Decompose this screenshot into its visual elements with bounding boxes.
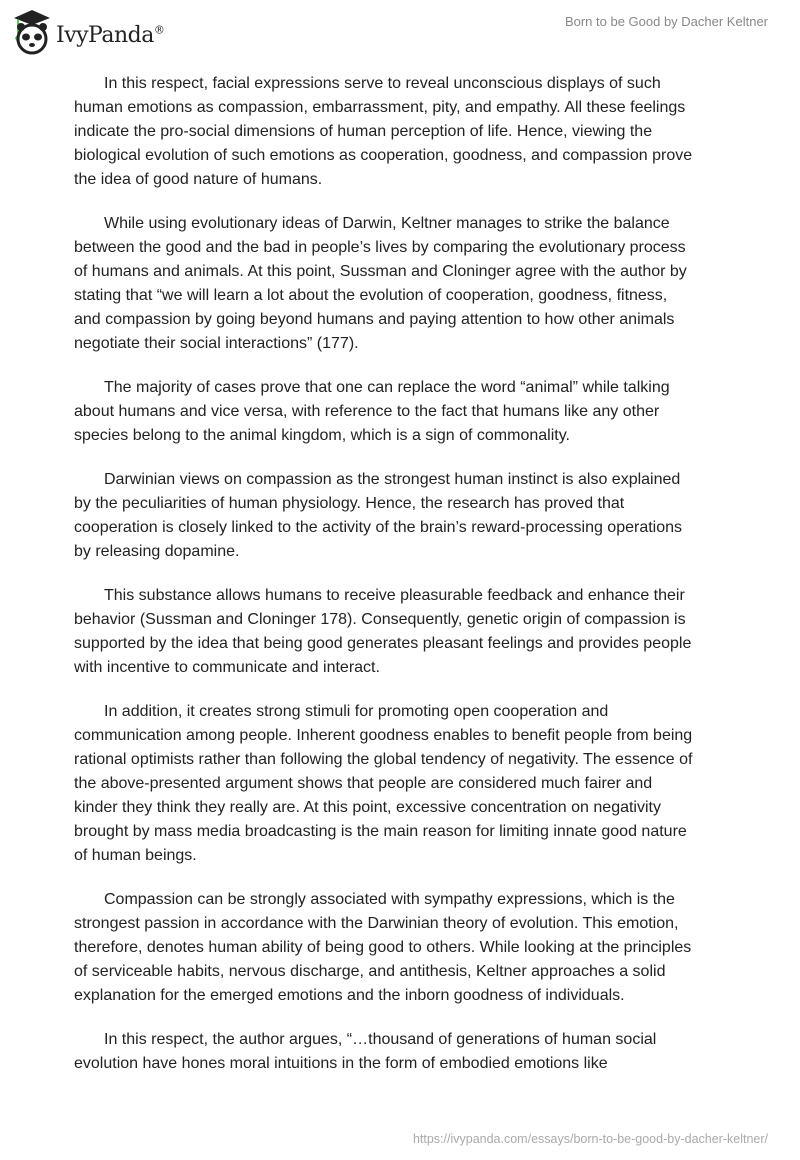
text-line: species belong to the animal kingdom, which is a sign of commonality. (74, 427, 570, 444)
paragraph (74, 700, 764, 868)
text-line: biological evolution of such emotions as cooperation, goodness, and compassion prove (74, 147, 693, 164)
text-line: therefore, denotes human ability of being good to others. While looking at the principles (74, 939, 692, 956)
text-line: The majority of cases prove that one can replace the word “animal” while talking (104, 379, 670, 396)
text-line: In this respect, facial expressions serve to reveal unconscious displays of such (104, 75, 661, 92)
text-line: While using evolutionary ideas of Darwin, Keltner manages to strike the balance (104, 215, 670, 232)
text-line: In this respect, the author argues, “…thousand of generations of human social (104, 1031, 657, 1048)
paragraph (74, 584, 764, 680)
text-line: the idea of good nature of humans. (74, 171, 323, 188)
text-line: behavior (Sussman and Cloninger 178). Consequently, genetic origin of compassion is (74, 611, 686, 628)
text-line: This substance allows humans to receive pleasurable feedback and enhance their (104, 587, 685, 604)
text-line: cooperation is closely linked to the activity of the brain’s reward-processing operations (74, 519, 683, 536)
paragraph (74, 888, 764, 1008)
text-line: negotiate their social interactions” (177). (74, 335, 359, 352)
text-line: of humans and animals. At this point, Sussman and Cloninger agree with the author by (74, 263, 687, 280)
text-line: by the peculiarities of human physiology. Hence, the research has proved that (74, 495, 625, 512)
text-line: the above-presented argument shows that people are considered much fairer and (74, 775, 653, 792)
logo-wordmark: IvyPanda (56, 22, 154, 48)
text-line: of human beings. (74, 847, 197, 864)
ivypanda-logo[interactable] (12, 8, 164, 56)
logo-text (56, 23, 164, 48)
panda-graduate-icon (12, 8, 52, 56)
text-line: stating that “we will learn a lot about the evolution of cooperation, goodness, fitness, (74, 287, 668, 304)
text-line: Compassion can be strongly associated with sympathy expressions, which is the (104, 891, 675, 908)
text-line: Darwinian views on compassion as the strongest human instinct is also explained (104, 471, 681, 488)
paragraph (74, 212, 764, 356)
text-line: and compassion by going beyond humans and paying attention to how other animals (74, 311, 675, 328)
page-header (0, 0, 800, 60)
text-line: evolution have hones moral intuitions in the form of embodied emotions like (74, 1055, 608, 1072)
text-line: communication among people. Inherent goodness enables to benefit people from being (74, 727, 693, 744)
text-line: brought by mass media broadcasting is the main reason for limiting innate good nature (74, 823, 687, 840)
text-line: about humans and vice versa, with reference to the fact that humans like any other (74, 403, 660, 420)
text-line: indicate the pro-social dimensions of human perception of life. Hence, viewing the (74, 123, 653, 140)
text-line: human emotions as compassion, embarrassment, pity, and empathy. All these feelings (74, 99, 686, 116)
registered-mark: ® (153, 23, 165, 37)
footer-url[interactable]: https://ivypanda.com/essays/born-to-be-good-by-dacher-keltner/ (412, 1132, 768, 1146)
text-line: explanation for the emerged emotions and the inborn goodness of individuals. (74, 987, 625, 1004)
paragraph (74, 376, 764, 448)
document-title: Born to be Good by Dacher Keltner (564, 14, 768, 29)
paragraph (74, 468, 764, 564)
text-line: rational optimists rather than following the global tendency of negativity. The essence of (74, 751, 693, 768)
text-line: strongest passion in accordance with the Darwinian theory of evolution. This emotion, (74, 915, 679, 932)
text-line: of serviceable habits, nervous discharge, and antithesis, Keltner approaches a solid (74, 963, 666, 980)
paragraph (74, 72, 764, 192)
essay-body (74, 72, 764, 1096)
text-line: kinder they think they really are. At this point, excessive concentration on negativity (74, 799, 661, 816)
text-line: with incentive to communicate and interact. (74, 659, 380, 676)
text-line: between the good and the bad in people’s lives by comparing the evolutionary process (74, 239, 686, 256)
text-line: In addition, it creates strong stimuli for promoting open cooperation and (104, 703, 609, 720)
text-line: by releasing dopamine. (74, 543, 240, 560)
text-line: supported by the idea that being good generates pleasant feelings and provides people (74, 635, 692, 652)
paragraph (74, 1028, 764, 1076)
